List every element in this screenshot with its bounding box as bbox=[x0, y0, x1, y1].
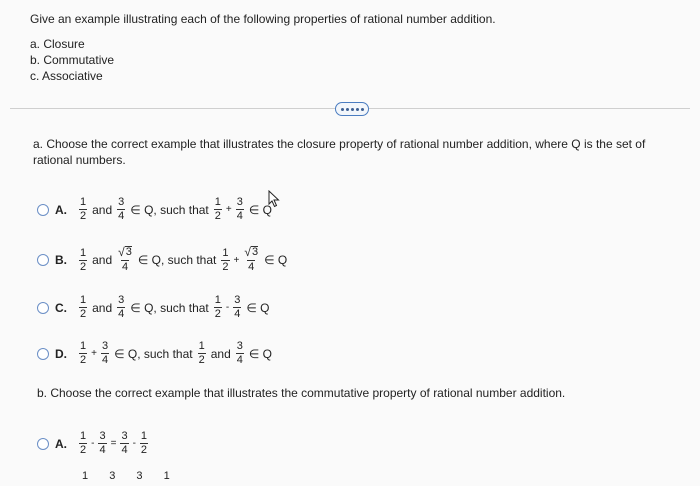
dot-icon bbox=[351, 108, 354, 111]
condition-text: ∈ Q, such that bbox=[130, 202, 209, 217]
numerator: 1 bbox=[80, 294, 87, 306]
option-a-a[interactable] bbox=[37, 196, 275, 223]
and-text: and bbox=[92, 202, 113, 217]
option-b-a[interactable] bbox=[37, 430, 150, 457]
membership-text: ∈ Q bbox=[248, 202, 272, 217]
denominator: 2 bbox=[80, 260, 87, 273]
numerator: 3 bbox=[101, 340, 109, 352]
denominator: 4 bbox=[236, 354, 243, 366]
fraction bbox=[79, 430, 87, 457]
denominator: 2 bbox=[198, 354, 205, 366]
denominator: 4 bbox=[121, 261, 129, 273]
numerator: 1 bbox=[222, 246, 229, 259]
denominator: 4 bbox=[101, 354, 109, 366]
sqrt bbox=[244, 246, 258, 259]
condition-text: ∈ Q, such that bbox=[130, 300, 209, 315]
radio-button[interactable] bbox=[37, 348, 49, 360]
radical-icon: √ bbox=[118, 245, 125, 259]
denominator: 2 bbox=[80, 354, 87, 366]
mouse-pointer-icon bbox=[268, 190, 280, 208]
operator: - bbox=[132, 438, 136, 449]
numerator: 3 bbox=[109, 470, 116, 482]
numerator: 3 bbox=[136, 470, 143, 482]
operator: - bbox=[91, 438, 95, 449]
question-a-text: a. Choose the correct example that illustrates the closure property of rational number addition, where Q is the set of rational numbers. bbox=[33, 137, 646, 167]
numerator: 1 bbox=[163, 470, 170, 482]
denominator: 4 bbox=[248, 261, 255, 273]
numerator bbox=[117, 246, 133, 260]
denominator: 4 bbox=[121, 444, 128, 456]
sqrt bbox=[118, 246, 132, 259]
membership-text: ∈ Q bbox=[248, 346, 272, 361]
fraction bbox=[221, 247, 229, 274]
dot-icon bbox=[361, 108, 364, 111]
numerator bbox=[243, 246, 259, 260]
denominator: 4 bbox=[118, 308, 125, 320]
fraction bbox=[117, 294, 125, 321]
property-item-commutative: b. Commutative bbox=[30, 53, 115, 67]
option-b-b-partial bbox=[82, 470, 188, 482]
property-item-closure: a. Closure bbox=[30, 37, 85, 51]
denominator: 2 bbox=[222, 260, 229, 273]
denominator: 2 bbox=[80, 444, 87, 456]
denominator: 4 bbox=[118, 210, 125, 222]
denominator: 2 bbox=[140, 444, 148, 456]
numerator: 3 bbox=[99, 430, 106, 442]
denominator: 4 bbox=[236, 210, 243, 222]
option-letter: A. bbox=[55, 202, 67, 217]
fraction bbox=[243, 246, 259, 274]
property-list bbox=[30, 36, 114, 84]
radio-button[interactable] bbox=[37, 254, 49, 266]
fraction bbox=[79, 294, 87, 321]
fraction bbox=[117, 246, 133, 274]
option-letter: A. bbox=[55, 436, 67, 451]
fraction bbox=[214, 196, 222, 223]
operator: + bbox=[225, 204, 232, 215]
denominator: 2 bbox=[214, 308, 221, 320]
fraction bbox=[236, 196, 244, 223]
fraction bbox=[101, 340, 109, 367]
operator: + bbox=[91, 348, 97, 359]
operator: - bbox=[225, 302, 230, 313]
question-b-text: b. Choose the correct example that illustrates the commutative property of rational number addition. bbox=[37, 386, 566, 400]
numerator: 3 bbox=[234, 294, 241, 306]
option-a-b[interactable] bbox=[37, 246, 290, 274]
option-letter: C. bbox=[55, 300, 67, 315]
numerator: 1 bbox=[80, 246, 87, 259]
condition-text: ∈ Q, such that bbox=[137, 253, 217, 267]
fraction bbox=[233, 294, 241, 321]
denominator: 4 bbox=[99, 444, 106, 456]
radical-icon: √ bbox=[244, 245, 251, 259]
fraction bbox=[79, 247, 87, 274]
radio-button[interactable] bbox=[37, 302, 49, 314]
fraction bbox=[120, 430, 128, 457]
and-text: and bbox=[210, 346, 231, 361]
option-a-c[interactable] bbox=[37, 294, 273, 321]
radio-button[interactable] bbox=[37, 204, 49, 216]
numerator: 1 bbox=[214, 196, 221, 208]
condition-text: ∈ Q, such that bbox=[114, 346, 193, 361]
dot-icon bbox=[346, 108, 349, 111]
denominator: 2 bbox=[80, 308, 87, 320]
numerator: 3 bbox=[236, 196, 243, 208]
fraction bbox=[140, 430, 148, 457]
numerator: 1 bbox=[80, 196, 87, 208]
dot-icon bbox=[341, 108, 344, 111]
and-text: and bbox=[92, 300, 113, 315]
and-text: and bbox=[92, 253, 113, 267]
membership-text: ∈ Q bbox=[264, 253, 288, 267]
fraction bbox=[117, 196, 125, 223]
numerator: 3 bbox=[121, 430, 128, 442]
fraction bbox=[236, 340, 244, 367]
numerator: 3 bbox=[118, 294, 125, 306]
numerator: 1 bbox=[80, 340, 87, 352]
radio-button[interactable] bbox=[37, 438, 49, 450]
equals-sign: = bbox=[110, 438, 117, 449]
membership-text: ∈ Q bbox=[246, 300, 270, 315]
denominator: 2 bbox=[80, 210, 87, 222]
option-a-d[interactable] bbox=[37, 340, 275, 367]
more-options-button[interactable] bbox=[335, 102, 369, 116]
numerator: 1 bbox=[198, 340, 205, 352]
numerator: 1 bbox=[140, 430, 148, 442]
dot-icon bbox=[356, 108, 359, 111]
radicand: 3 bbox=[125, 246, 132, 258]
fraction bbox=[79, 340, 87, 367]
option-letter: D. bbox=[55, 346, 67, 361]
option-letter: B. bbox=[55, 253, 67, 267]
operator: + bbox=[233, 254, 240, 266]
fraction bbox=[98, 430, 106, 457]
numerator: 1 bbox=[80, 430, 87, 442]
radicand: 3 bbox=[251, 246, 259, 258]
intro-text: Give an example illustrating each of the following properties of rational number addition. bbox=[30, 12, 496, 26]
numerator: 1 bbox=[214, 294, 221, 306]
denominator: 4 bbox=[234, 308, 241, 320]
fraction bbox=[198, 340, 206, 367]
numerator: 3 bbox=[118, 196, 125, 208]
fraction bbox=[214, 294, 222, 321]
property-item-associative: c. Associative bbox=[30, 69, 103, 83]
numerator: 1 bbox=[82, 470, 89, 482]
fraction bbox=[79, 196, 87, 223]
denominator: 2 bbox=[214, 210, 221, 222]
numerator: 3 bbox=[236, 340, 243, 352]
